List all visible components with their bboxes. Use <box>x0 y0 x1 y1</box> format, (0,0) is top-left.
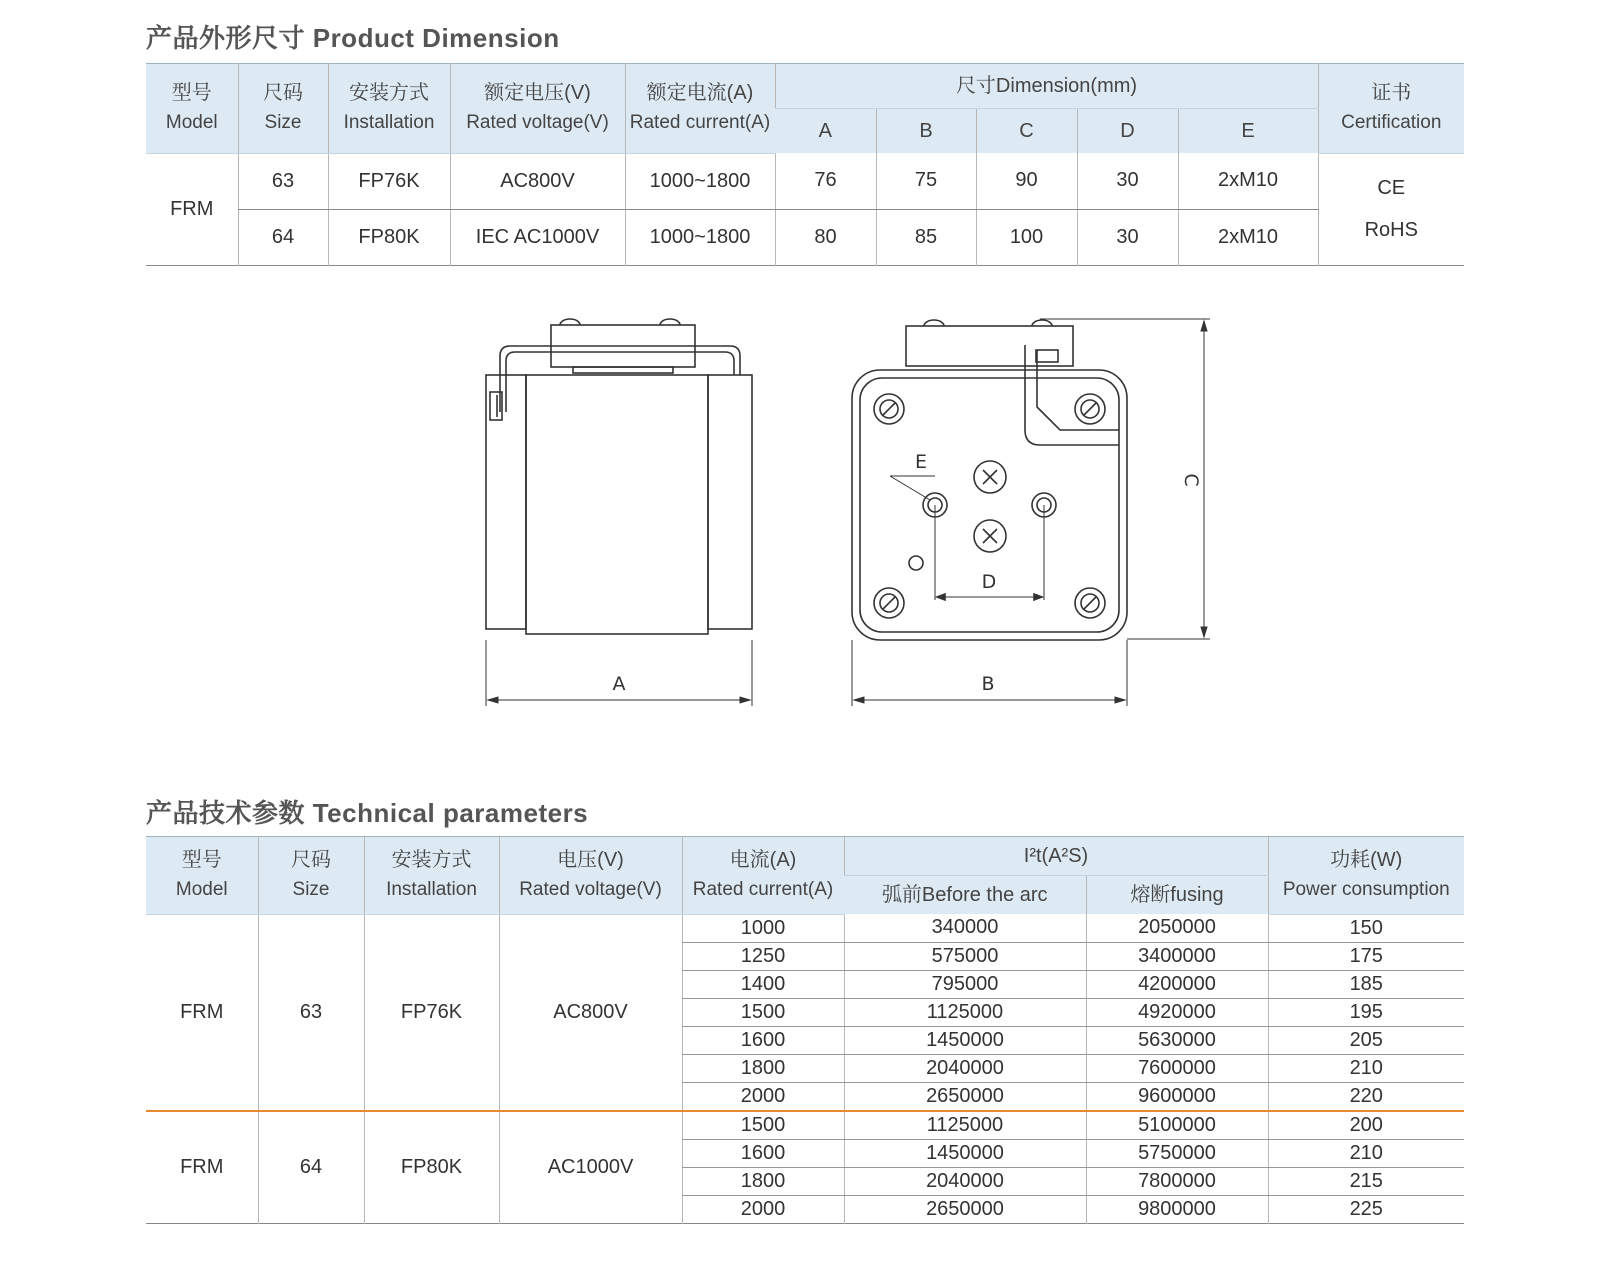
cell-power: 185 <box>1268 970 1464 998</box>
header-certification: 证书 Certification <box>1318 64 1464 154</box>
cell-model: FRM <box>180 1000 224 1023</box>
dim-label-b: B <box>981 673 995 695</box>
cell-dim-a: 80 <box>775 209 876 265</box>
cross-mark-icons <box>974 461 1006 552</box>
side-right-plate <box>708 375 752 629</box>
cell-dim-c: 100 <box>976 209 1077 265</box>
cell-current: 1500 <box>682 1111 844 1140</box>
cell-before-arc: 1125000 <box>844 1111 1086 1140</box>
cell-dim-a: 76 <box>775 153 876 209</box>
cell-installation: FP76K <box>364 914 499 1111</box>
dim-label-a: A <box>612 673 626 695</box>
header-model: 型号 Model <box>146 837 258 915</box>
dim-label-c: C <box>1180 473 1202 487</box>
cell-model: FRM <box>146 1111 258 1224</box>
cell-fusing: 5630000 <box>1086 1026 1268 1054</box>
side-left-plate <box>486 375 526 629</box>
header-dimension: 尺寸Dimension(mm) <box>775 64 1318 109</box>
cell-size: 63 <box>258 914 364 1111</box>
header-dim-d: D <box>1077 109 1178 154</box>
cell-before-arc: 340000 <box>844 914 1086 942</box>
section-title-dimension: 产品外形尺寸 Product Dimension <box>146 23 560 53</box>
cell-size: 63 <box>238 153 328 209</box>
front-body-inner <box>860 378 1119 632</box>
dim-label-d: D <box>981 571 997 593</box>
cell-fusing: 2050000 <box>1086 914 1268 942</box>
cell-before-arc: 795000 <box>844 970 1086 998</box>
cell-model: FRM <box>170 197 214 220</box>
cell-power: 150 <box>1268 914 1464 942</box>
cell-voltage: IEC AC1000V <box>450 209 625 265</box>
cell-before-arc: 2650000 <box>844 1082 1086 1111</box>
cell-fusing: 9800000 <box>1086 1195 1268 1223</box>
header-installation: 安装方式 Installation <box>364 837 499 915</box>
cell-current: 1600 <box>682 1026 844 1054</box>
front-top-block <box>906 326 1073 366</box>
cell-current: 1000~1800 <box>625 209 775 265</box>
side-body <box>526 375 708 634</box>
table-row <box>146 914 1464 942</box>
cell-current: 2000 <box>682 1082 844 1111</box>
cell-installation: FP80K <box>364 1111 499 1224</box>
cell-current: 1400 <box>682 970 844 998</box>
cell-installation: FP76K <box>328 153 450 209</box>
cell-power: 210 <box>1268 1054 1464 1082</box>
header-voltage: 电压(V) Rated voltage(V) <box>499 837 682 915</box>
cell-dim-d: 30 <box>1077 153 1178 209</box>
cell-power: 220 <box>1268 1082 1464 1111</box>
cell-power: 200 <box>1268 1111 1464 1140</box>
cell-power: 175 <box>1268 942 1464 970</box>
header-dim-b: B <box>876 109 976 154</box>
cell-size: 64 <box>238 209 328 265</box>
cell-before-arc: 2040000 <box>844 1054 1086 1082</box>
cell-dim-b: 75 <box>876 153 976 209</box>
header-installation: 安装方式 Installation <box>328 64 450 154</box>
header-dim-e: E <box>1178 109 1318 154</box>
header-current: 电流(A) Rated current(A) <box>682 837 844 915</box>
cell-current: 1600 <box>682 1139 844 1167</box>
header-size: 尺码 Size <box>238 64 328 154</box>
cell-power: 210 <box>1268 1139 1464 1167</box>
cell-voltage: AC800V <box>499 914 682 1111</box>
cell-fusing: 7800000 <box>1086 1167 1268 1195</box>
technical-parameters-table <box>146 836 1464 1224</box>
cell-before-arc: 2650000 <box>844 1195 1086 1223</box>
header-before-arc: 弧前Before the arc <box>844 876 1086 915</box>
dimension-lines <box>486 319 1210 706</box>
header-rated-voltage: 额定电压(V) Rated voltage(V) <box>450 64 625 154</box>
cell-fusing: 5750000 <box>1086 1139 1268 1167</box>
cell-voltage: AC800V <box>450 153 625 209</box>
cell-fusing: 7600000 <box>1086 1054 1268 1082</box>
header-fusing: 熔断fusing <box>1086 876 1268 915</box>
cell-before-arc: 1450000 <box>844 1139 1086 1167</box>
header-power: 功耗(W) Power consumption <box>1268 837 1464 915</box>
cell-power: 195 <box>1268 998 1464 1026</box>
cell-fusing: 9600000 <box>1086 1082 1268 1111</box>
cell-size: 64 <box>258 1111 364 1224</box>
cell-current: 1000~1800 <box>625 153 775 209</box>
cell-power: 225 <box>1268 1195 1464 1223</box>
cell-voltage: AC1000V <box>499 1111 682 1224</box>
header-dim-c: C <box>976 109 1077 154</box>
bolt-hole-icons <box>909 493 1056 570</box>
table-row <box>146 1111 1464 1140</box>
section-title-technical: 产品技术参数 Technical parameters <box>146 798 589 828</box>
cell-dim-b: 85 <box>876 209 976 265</box>
cell-current: 1800 <box>682 1167 844 1195</box>
cell-dim-d: 30 <box>1077 209 1178 265</box>
cell-current: 1800 <box>682 1054 844 1082</box>
cell-current: 1250 <box>682 942 844 970</box>
header-size: 尺码 Size <box>258 837 364 915</box>
cell-before-arc: 1125000 <box>844 998 1086 1026</box>
side-bracket <box>500 346 740 412</box>
cell-fusing: 4200000 <box>1086 970 1268 998</box>
cell-current: 1500 <box>682 998 844 1026</box>
header-rated-current: 额定电流(A) Rated current(A) <box>625 64 775 154</box>
cell-fusing: 5100000 <box>1086 1111 1268 1140</box>
cell-fusing: 4920000 <box>1086 998 1268 1026</box>
cell-fusing: 3400000 <box>1086 942 1268 970</box>
cell-current: 2000 <box>682 1195 844 1223</box>
cell-current: 1000 <box>682 914 844 942</box>
cell-dim-c: 90 <box>976 153 1077 209</box>
cell-dim-e: 2xM10 <box>1178 209 1318 265</box>
cell-installation: FP80K <box>328 209 450 265</box>
header-dim-a: A <box>775 109 876 154</box>
cell-before-arc: 575000 <box>844 942 1086 970</box>
cell-before-arc: 1450000 <box>844 1026 1086 1054</box>
header-model: 型号 Model <box>146 64 238 154</box>
cell-dim-e: 2xM10 <box>1178 153 1318 209</box>
cell-power: 205 <box>1268 1026 1464 1054</box>
side-view <box>486 319 752 634</box>
header-i2t: I²t(A²S) <box>844 837 1268 876</box>
cell-before-arc: 2040000 <box>844 1167 1086 1195</box>
cell-certification: CE RoHS <box>1318 153 1464 265</box>
cell-power: 215 <box>1268 1167 1464 1195</box>
dim-label-e: E <box>914 451 928 473</box>
